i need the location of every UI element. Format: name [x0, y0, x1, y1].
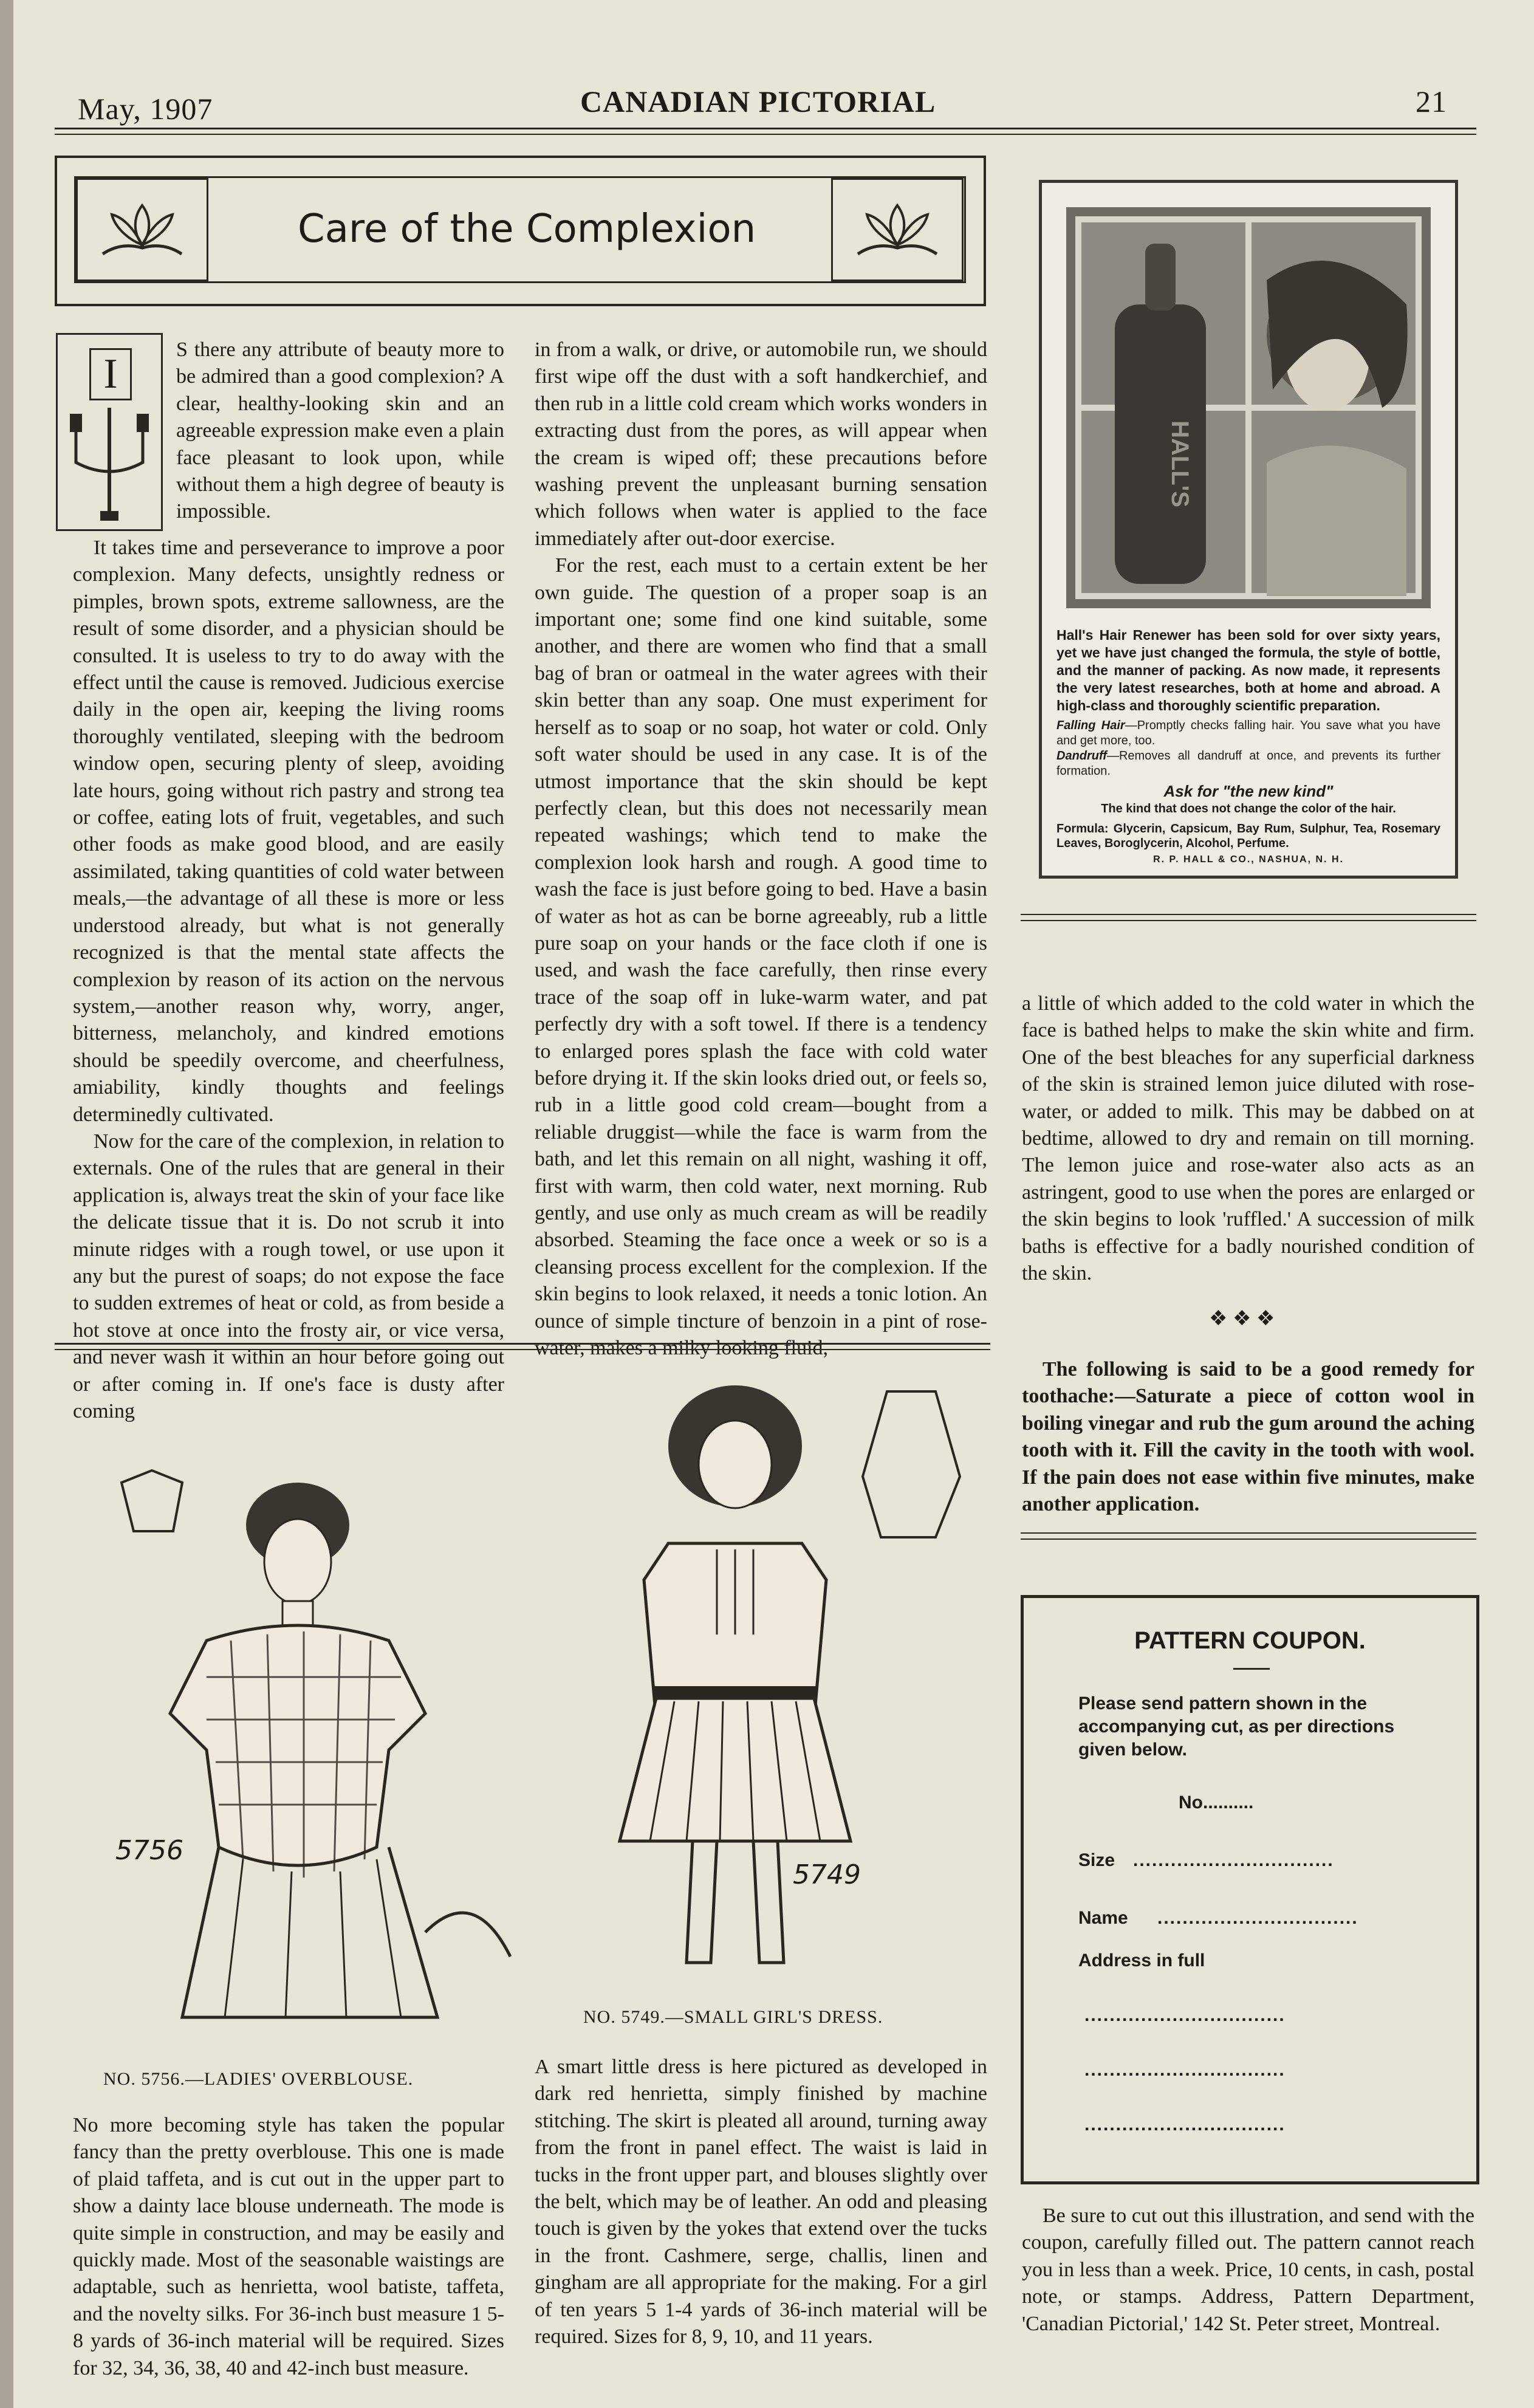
girls-dress-description: A smart little dress is here pictured as developed in dark red henrietta, simply finished by machine stitching. The skirt is pleated all around, turning away from the front in panel effect. The waist is laid in tucks in the front upper part, and blouses slightly over the belt, which may be of leather. An odd and pleasing touch is given by the yokes that extend over the tucks in the front. Cashmere, serge, challis, linen and gingham are all appropriate for the making. For a girl of ten years 5 1-4 yards of 36-inch material will be required. Sizes for 8, 9, 10, and 11 years. [535, 2056, 987, 2348]
girls-dress-illustration [595, 1379, 978, 1987]
col2-body [535, 337, 987, 1362]
col2-paragraph-1: in from a walk, or drive, or automobile run, we should first wipe off the dust with a soft handkerchief, and then rub in a little cold cream which works wonders in extracting dust from the pores, as will appear when the cream is wiped off; these precautions before washing prevent the unpleasant burning sensation which follows when water is applied to the face immediately after out-door exercise. [535, 338, 987, 550]
ad-dandruff-label: Dandruff [1056, 749, 1107, 763]
pattern-number-5756: 5756 [115, 1835, 183, 1866]
col1-paragraph-3: Now for the care of the complexion, in relation to externals. One of the rules that are general in their application is, always treat the skin of your face like the delicate tissue that it is. Do not scrub it into minute ridges with a rough towel, or use upon it any but the purest of soaps; do not expose the face to sudden extremes of heat or cold, as from beside a hot stove at once into the frosty air, or vice versa, and never wash it within an hour before going out or after coming in. If one's face is dusty after coming [73, 1130, 504, 1422]
ad-ask: Ask for "the new kind" [1163, 782, 1334, 800]
col1-paragraph-1: S there any attribute of beauty more to be admired than a good complexion? A clear, healthy-looking skin and an agreeable expression make even a plain face pleasant to look upon, while without them a high degree of beauty is impossible. [176, 338, 504, 523]
col1-body [73, 535, 504, 1425]
overblouse-description: No more becoming style has taken the popular fancy than the pretty overblouse. This one is made of plaid taffeta, and is cut out in the upper part to show a dainty lace blouse underneath. The mode is quite simple in construction, and may be easily and quickly made. Most of the seasonable waistings are adaptable, such as henrietta, wool batiste, taffeta, and the novelty silks. For 36-inch bust measure 1 5-8 yards of 36-inch material will be required. Sizes for 32, 34, 36, 38, 40 and 42-inch bust measure. [73, 2114, 504, 2379]
drop-cap-box [56, 333, 163, 531]
hair-renewer-ad [1039, 180, 1458, 879]
pattern-text-5756 [73, 2112, 504, 2382]
overblouse-illustration [85, 1458, 522, 2023]
lotus-ornament-right [831, 178, 964, 281]
col3-paragraph-1: a little of which added to the cold water in which the face is bathed helps to make the skin white and firm. One of the best bleaches for any superficial darkness of the skin is strained lemon juice diluted with rose-water, or added to milk. This may be dabbed on at bedtime, allowed to dry and remain on till morning. The lemon juice and rose-water also acts as an astringent, good to use when the pores are enlarged or the skin begins to look 'ruffled.' A succession of milk baths is effective for a badly nourished condition of the skin. [1022, 992, 1474, 1285]
candelabra-icon [64, 408, 155, 523]
coupon-note [1022, 2203, 1474, 2338]
lotus-icon [852, 196, 943, 263]
header-date: May, 1907 [78, 92, 213, 126]
col1-paragraph-2: It takes time and perseverance to improve a poor complexion. Many defects, unsightly redness or pimples, brown spots, extreme sallowness, are the result of some disorder, and a physician should be consulted. It is useless to try to do away with the effect until the cause is removed. Judicious exercise daily in the open air, keeping the living rooms thoroughly ventilated, sleeping with the bedroom window open, securing plenty of sleep, avoiding late hours, going without rich pastry and strong tea or coffee, eating lots of fruit, vegetables, and such other foods as make good blood, and are easily assimilated, taking quantities of cold water between meals,—the advantage of all these is more or less understood already, but what is not generally recognized is that the mental state affects the complexion by reason of its action on the nervous system,—another reason why, worry, anger, bitterness, melancholy, and kindred emotions should be speedily overcome, and cheerfulness, amiability, kindly thoughts and feelings determinedly cultivated. [73, 537, 504, 1126]
coupon-instructions: Please send pattern shown in the accompanying cut, as per directions given below. [1078, 1693, 1395, 1760]
ad-lead: Hall's Hair Renewer has been sold for over sixty years, yet we have just changed the formula, the style of bottle, and the manner of packing. As now made, it represents the very latest researches, both at home and abroad. A high-class and thoroughly scientific preparation. [1056, 627, 1440, 713]
col1-intro [176, 337, 504, 526]
col2-paragraph-2: For the rest, each must to a certain extent be her own guide. The question of a proper soap is an important one; some find one kind suitable, some another, and there are women who find that a small bag of bran or oatmeal in the water agrees with their skin better than any soap. One must experiment for herself as to soap or no soap, hot water or cold. Only soft water should be used in any case. It is of the utmost importance that the skin should be kept perfectly clean, but this does not necessarily mean repeated washings; which tend to make the complexion look harsh and rough. A good time to wash the face is just before going to bed. Have a basin of water as hot as can be borne agreeably, rub a little pure soap on your hands or the face cloth if one is used, and wash the face carefully, then rinse every trace of the soap off in luke-warm water, and pat perfectly dry with a soft towel. If there is a tendency to enlarged pores splash the face with cold water before drying it. If the skin looks dried out, or feels so, rub in a little good cold cream—bought from a reliable druggist—while the face is warm from the bath, and let this remain on all night, washing it off, first with warm, then cold water, next morning. Rub gently, and use only as much cream as will be readily absorbed. Steaming the face once a week or so is a cleansing process excellent for the complexion. If the skin begins to look relaxed, it needs a tonic lotion. An ounce of simple tincture of benzoin in a pint of rose-water, makes a milky looking fluid, [535, 554, 987, 1360]
col3-mid-rule-2 [1021, 1538, 1476, 1540]
pattern-caption-5749: NO. 5749.—SMALL GIRL'S DRESS. [583, 2007, 883, 2027]
toothache-remedy [1022, 1356, 1474, 1518]
coupon-note-text: Be sure to cut out this illustration, and send with the coupon, carefully filled out. The pattern cannot reach you in less than a week. Price, 10 cents, in cash, postal note, or stamps. Address, Pattern Department, 'Canadian Pictorial,' 142 St. Peter street, Montreal. [1022, 2204, 1474, 2335]
coupon-address-line-1[interactable]: ................................ [1084, 2005, 1286, 2025]
col3-top-rule [1021, 914, 1476, 915]
ad-dandruff-text: —Removes all dandruff at once, and prevents its further formation. [1056, 749, 1440, 778]
ad-falling-text: —Promptly checks falling hair. You save what you have and get more, too. [1056, 719, 1441, 747]
article-title: Care of the Complexion [298, 207, 756, 252]
lotus-icon [97, 196, 188, 263]
binding-gutter [0, 0, 13, 2408]
ad-illustration [1066, 207, 1431, 608]
pattern-coupon [1021, 1595, 1479, 2184]
ad-maker: R. P. HALL & CO., NASHUA, N. H. [1153, 854, 1344, 865]
coupon-address-label: Address in full [1078, 1950, 1205, 1971]
pattern-caption-5756: NO. 5756.—LADIES' OVERBLOUSE. [103, 2069, 414, 2089]
ad-formula: Formula: Glycerin, Capsicum, Bay Rum, Sulphur, Tea, Rosemary Leaves, Boroglycerin, Alcohol, Perfume. [1056, 822, 1440, 850]
coupon-size-label: Size [1078, 1850, 1115, 1870]
ad-copy [1056, 626, 1440, 868]
drop-cap-letter: I [89, 348, 132, 400]
coupon-title-rule [1233, 1668, 1270, 1670]
col3-mid-rule [1021, 1532, 1476, 1534]
pattern-section-rule-2 [55, 1349, 990, 1350]
remedy-text: The following is said to be a good remedy for toothache:—Saturate a piece of cotton wool in boiling vinegar and rub the gum around the aching tooth with it. Fill the cavity in the tooth with wool. If the pain does not ease within five minutes, make another application. [1022, 1358, 1474, 1516]
section-separator: ❖ ❖ ❖ [1209, 1308, 1275, 1330]
pattern-number-5749: 5749 [793, 1859, 861, 1890]
header-rule-2 [55, 134, 1476, 135]
header-publication: CANADIAN PICTORIAL [580, 84, 936, 118]
coupon-address-line-3[interactable]: ................................ [1084, 2115, 1286, 2135]
coupon-address-line-2[interactable]: ................................ [1084, 2060, 1286, 2080]
coupon-no-field[interactable]: No.......... [1179, 1792, 1254, 1813]
coupon-title: PATTERN COUPON. [1134, 1627, 1366, 1654]
coupon-name-field[interactable]: ................................ [1157, 1908, 1358, 1928]
coupon-size-field[interactable]: ................................ [1133, 1850, 1334, 1870]
col3-top-rule-2 [1021, 920, 1476, 921]
pattern-text-5749 [535, 2054, 987, 2350]
header-page-number: 21 [1416, 84, 1447, 118]
lotus-ornament-left [76, 178, 208, 281]
header-rule [55, 128, 1476, 129]
bottle-label: HALL'S [1166, 420, 1193, 507]
pattern-section-rule [55, 1343, 990, 1345]
col3-body [1022, 990, 1474, 1287]
ad-kind: The kind that does not change the color of the hair. [1101, 802, 1396, 815]
ad-falling-label: Falling Hair [1056, 719, 1125, 732]
coupon-name-label: Name [1078, 1908, 1128, 1928]
